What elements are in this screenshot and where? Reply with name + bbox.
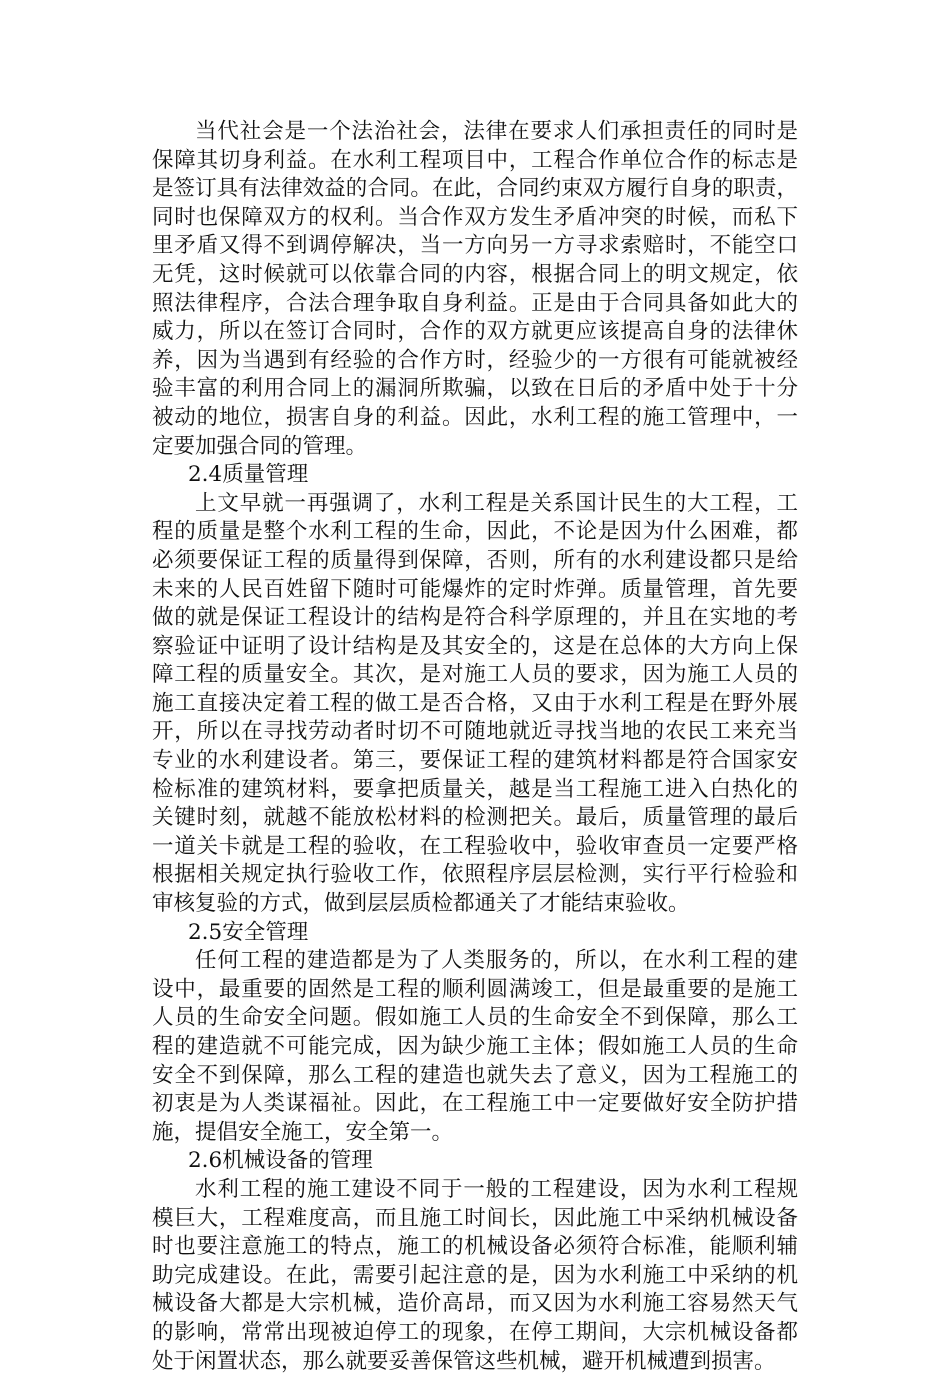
text-line: 程的建造就不可能完成，因为缺少施工主体；假如施工人员的生命 [152, 1034, 798, 1059]
text-line: 助完成建设。在此，需要引起注意的是，因为水利施工中采纳的机 [152, 1262, 798, 1288]
text-line: 处于闲置状态，那么就要妥善保管这些机械，避开机械遭到损害。 [152, 1348, 776, 1374]
text-line: 养，因为当遇到有经验的合作方时，经验少的一方很有可能就被经 [152, 347, 798, 373]
text-line: 初衷是为人类谋福祉。因此，在工程施工中一定要做好安全防护措 [152, 1091, 798, 1117]
text-line: 设中，最重要的固然是工程的顺利圆满竣工，但是最重要的是施工 [152, 976, 798, 1002]
section-heading: 2.4质量管理 [188, 462, 309, 488]
text-line: 的影响，常常出现被迫停工的现象，在停工期间，大宗机械设备都 [152, 1319, 798, 1345]
text-line: 安全不到保障，那么工程的建造也就失去了意义，因为工程施工的 [152, 1062, 798, 1088]
section-heading: 2.5安全管理 [188, 919, 309, 945]
text-line: 无凭，这时候就可以依靠合同的内容，根据合同上的明文规定，依 [152, 261, 798, 287]
text-line: 被动的地位，损害自身的利益。因此，水利工程的施工管理中，一 [152, 404, 798, 430]
text-line: 程的质量是整个水利工程的生命，因此，不论是因为什么困难，都 [152, 519, 798, 545]
text-line: 人员的生命安全问题。假如施工人员的生命安全不到保障，那么工 [152, 1005, 798, 1031]
text-line: 上文早就一再强调了，水利工程是关系国计民生的大工程，工 [195, 490, 798, 516]
text-line: 保障其切身利益。在水利工程项目中，工程合作单位合作的标志是 [152, 147, 798, 173]
text-line: 未来的人民百姓留下随时可能爆炸的定时炸弹。质量管理，首先要 [152, 576, 798, 602]
text-line: 关键时刻，就越不能放松材料的检测把关。最后，质量管理的最后 [152, 805, 798, 831]
text-line: 施工直接决定着工程的做工是否合格，又由于水利工程是在野外展 [152, 690, 798, 716]
text-line: 定要加强合同的管理。 [152, 433, 368, 459]
text-line: 根据相关规定执行验收工作，依照程序层层检测，实行平行检验和 [152, 862, 798, 888]
text-line: 察验证中证明了设计结构是及其安全的，这是在总体的大方向上保 [152, 633, 798, 659]
text-line: 必须要保证工程的质量得到保障，否则，所有的水利建设都只是给 [152, 547, 798, 573]
paragraph [152, 1176, 798, 1376]
paragraph [152, 947, 798, 1147]
text-line: 专业的水利建设者。第三，要保证工程的建筑材料都是符合国家安 [152, 748, 798, 774]
paragraph [152, 118, 798, 461]
text-line: 是签订具有法律效益的合同。在此，合同约束双方履行自身的职责， [152, 176, 798, 202]
section-heading: 2.6机械设备的管理 [188, 1148, 373, 1174]
text-line: 开，所以在寻找劳动者时切不可随地就近寻找当地的农民工来充当 [152, 719, 798, 745]
text-line: 威力，所以在签订合同时，合作的双方就更应该提高自身的法律休 [152, 319, 798, 345]
paragraph [152, 490, 798, 919]
text-line: 里矛盾又得不到调停解决，当一方向另一方寻求索赔时，不能空口 [152, 233, 798, 259]
text-line: 审核复验的方式，做到层层质检都通关了才能结束验收。 [152, 891, 690, 917]
text-line: 任何工程的建造都是为了人类服务的，所以，在水利工程的建 [195, 948, 798, 974]
text-line: 时也要注意施工的特点，施工的机械设备必须符合标准，能顺利辅 [152, 1234, 798, 1260]
text-line: 做的就是保证工程设计的结构是符合科学原理的，并且在实地的考 [152, 605, 798, 631]
document-body [152, 118, 798, 1376]
text-line: 模巨大，工程难度高，而且施工时间长，因此施工中采纳机械设备 [152, 1205, 798, 1231]
text-line: 验丰富的利用合同上的漏洞所欺骗，以致在日后的矛盾中处于十分 [152, 376, 798, 402]
text-line: 检标准的建筑材料，要拿把质量关，越是当工程施工进入白热化的 [152, 776, 798, 802]
text-line: 械设备大都是大宗机械，造价高昂，而又因为水利施工容易然天气 [152, 1291, 798, 1317]
text-line: 障工程的质量安全。其次，是对施工人员的要求，因为施工人员的 [152, 662, 798, 688]
text-line: 施，提倡安全施工，安全第一。 [152, 1119, 454, 1145]
text-line: 同时也保障双方的权利。当合作双方发生矛盾冲突的时候，而私下 [152, 204, 798, 230]
text-line: 水利工程的施工建设不同于一般的工程建设，因为水利工程规 [195, 1176, 798, 1202]
text-line: 一道关卡就是工程的验收，在工程验收中，验收审查员一定要严格 [152, 833, 798, 859]
text-line: 当代社会是一个法治社会，法律在要求人们承担责任的同时是 [195, 119, 798, 144]
text-line: 照法律程序，合法合理争取自身利益。正是由于合同具备如此大的 [152, 290, 798, 316]
